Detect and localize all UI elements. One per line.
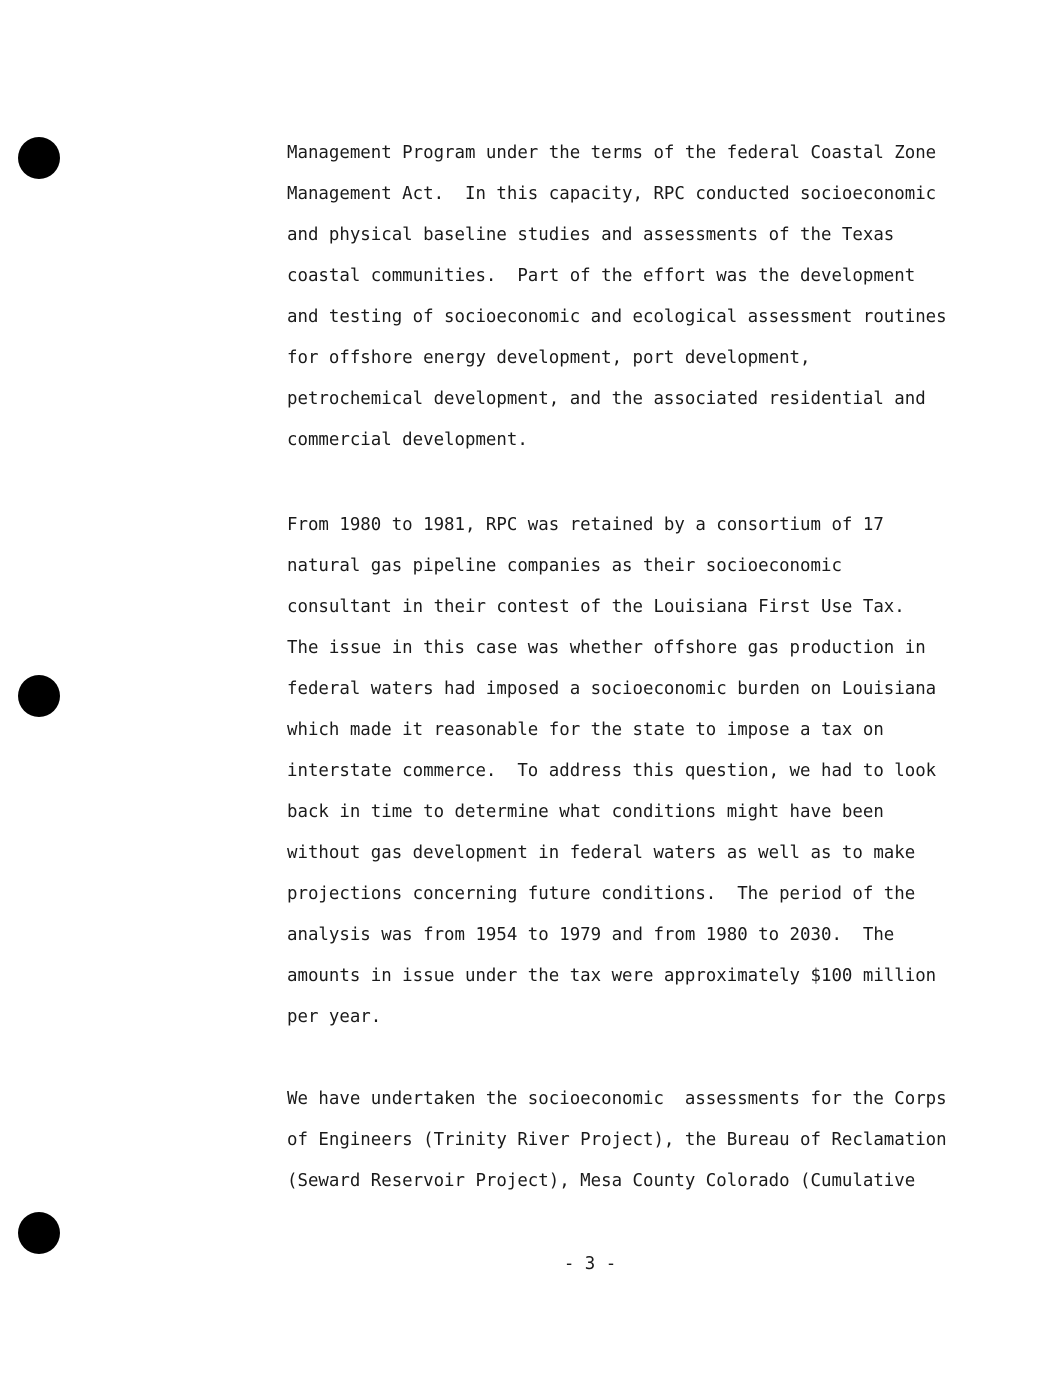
text-line: From 1980 to 1981, RPC was retained by a consortium of 17 [287, 515, 884, 535]
text-line: We have undertaken the socioeconomic assessments for the Corps [287, 1089, 947, 1109]
punch-hole [18, 1212, 60, 1254]
text-line: amounts in issue under the tax were approximately $100 million [287, 966, 937, 986]
text-line: without gas development in federal waters as well as to make [287, 843, 916, 863]
text-line: coastal communities. Part of the effort was the development [287, 266, 916, 286]
text-line: federal waters had imposed a socioeconomic burden on Louisiana [287, 679, 937, 699]
text-line: The issue in this case was whether offshore gas production in [287, 638, 926, 658]
text-line: and physical baseline studies and assessments of the Texas [287, 225, 895, 245]
punch-hole [18, 675, 60, 717]
text-line: which made it reasonable for the state to impose a tax on [287, 720, 884, 740]
text-line: Management Act. In this capacity, RPC conducted socioeconomic [287, 184, 937, 204]
text-line: consultant in their contest of the Louisiana First Use Tax. [287, 597, 905, 617]
text-line: and testing of socioeconomic and ecological assessment routines [287, 307, 947, 327]
text-line: for offshore energy development, port development, [287, 348, 811, 368]
paragraph-coastal-zone [287, 133, 967, 461]
text-line: projections concerning future conditions. The period of the [287, 884, 916, 904]
text-line: Management Program under the terms of the federal Coastal Zone [287, 143, 937, 163]
text-line: commercial development. [287, 430, 528, 450]
text-line: petrochemical development, and the associated residential and [287, 389, 926, 409]
text-line: (Seward Reservoir Project), Mesa County Colorado (Cumulative [287, 1171, 916, 1191]
text-line: per year. [287, 1007, 382, 1027]
paragraph-assessments [287, 1079, 967, 1202]
text-line: of Engineers (Trinity River Project), the Bureau of Reclamation [287, 1130, 947, 1150]
paragraph-louisiana-tax [287, 505, 967, 1038]
page-number: - 3 - [563, 1254, 617, 1274]
text-line: natural gas pipeline companies as their socioeconomic [287, 556, 842, 576]
text-line: analysis was from 1954 to 1979 and from 1980 to 2030. The [287, 925, 895, 945]
text-line: back in time to determine what conditions might have been [287, 802, 884, 822]
punch-hole [18, 137, 60, 179]
text-line: interstate commerce. To address this question, we had to look [287, 761, 937, 781]
